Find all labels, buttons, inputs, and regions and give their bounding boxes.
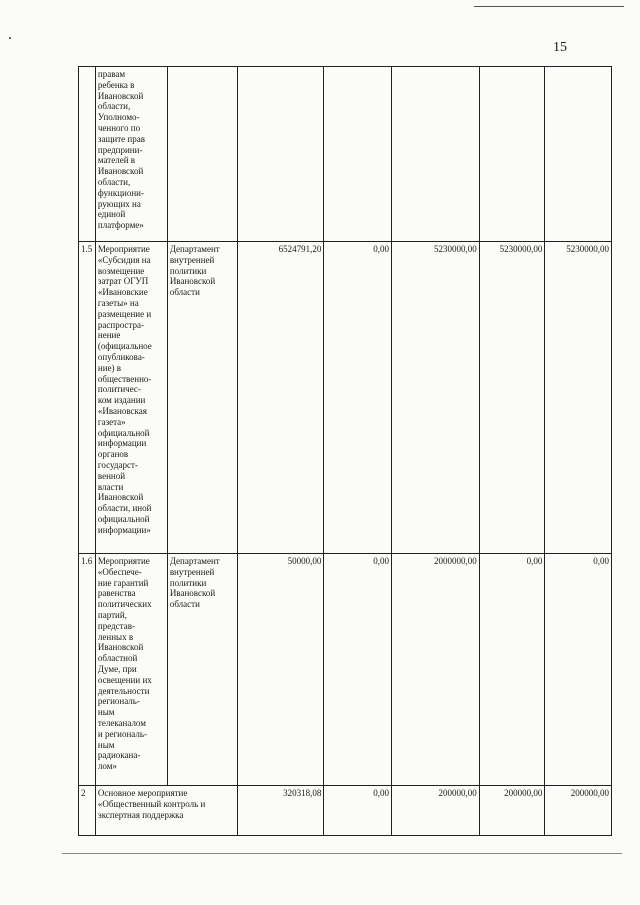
cell-main-activity bbox=[95, 786, 237, 836]
cell-executor bbox=[167, 67, 237, 242]
header-rule bbox=[474, 6, 624, 7]
table-row-1-5 bbox=[79, 242, 612, 554]
cell-description bbox=[95, 242, 167, 554]
row-number: 2 bbox=[79, 786, 96, 836]
row-description: Мероприятие «Субсидия на возмещение затрат ОГУП «Ивановские газеты» на размещение и распростра- нение (официальное опубликова- ние) в общественно- политичес- ком издании «Ивановская газета» официальной информации органов государст- венной власти Ивановской области, иной официальной информации» bbox=[97, 244, 152, 535]
value-cell: 320318,08 bbox=[237, 786, 324, 836]
cell-num bbox=[79, 67, 96, 242]
table-row-2 bbox=[79, 786, 612, 836]
cell-description bbox=[95, 554, 167, 786]
value-cell: 6524791,20 bbox=[237, 242, 324, 554]
cell-value bbox=[391, 67, 479, 242]
row-description: Мероприятие «Обеспече- ние гарантий равенства политических партий, представ- ленных в Ивановской областной Думе, при освещении их деятельности региональ- ным телеканалом и региональ- ным радиоканa- лом» bbox=[97, 556, 152, 772]
row-number: 1.6 bbox=[79, 554, 96, 786]
value-cell: 5230000,00 bbox=[479, 242, 545, 554]
table-row-continued bbox=[79, 67, 612, 242]
budget-table bbox=[78, 66, 612, 836]
value-cell: 0,00 bbox=[479, 554, 545, 786]
value-cell: 5230000,00 bbox=[391, 242, 479, 554]
row-number: 1.5 bbox=[79, 242, 96, 554]
cell-value bbox=[324, 67, 392, 242]
cell-executor bbox=[167, 242, 237, 554]
cell-value bbox=[237, 67, 324, 242]
value-cell: 50000,00 bbox=[237, 554, 324, 786]
value-cell: 200000,00 bbox=[479, 786, 545, 836]
cell-executor bbox=[167, 554, 237, 786]
page-number: 15 bbox=[553, 40, 567, 55]
value-cell: 0,00 bbox=[324, 242, 392, 554]
value-cell: 0,00 bbox=[324, 554, 392, 786]
cell-description bbox=[95, 67, 167, 242]
scan-speck bbox=[9, 37, 11, 39]
value-cell: 200000,00 bbox=[545, 786, 612, 836]
row-executor: Департамент внутренней политики Ивановской области bbox=[169, 556, 220, 610]
cell-value bbox=[479, 67, 545, 242]
row-executor: Департамент внутренней политики Ивановской области bbox=[169, 244, 220, 298]
value-cell: 0,00 bbox=[324, 786, 392, 836]
value-cell: 200000,00 bbox=[391, 786, 479, 836]
value-cell: 5230000,00 bbox=[545, 242, 612, 554]
footer-rule bbox=[62, 853, 622, 854]
table-row-1-6 bbox=[79, 554, 612, 786]
row-description: правам ребенка в Ивановской области, Уполномо- ченного по защите прав предприни- мателей в Ивановской области, функциони- рующих на единой платформе» bbox=[97, 69, 145, 231]
value-cell: 2000000,00 bbox=[391, 554, 479, 786]
row-main-activity: Основное мероприятие «Общественный контроль и экспертная поддержка bbox=[97, 788, 206, 820]
cell-value bbox=[545, 67, 612, 242]
value-cell: 0,00 bbox=[545, 554, 612, 786]
